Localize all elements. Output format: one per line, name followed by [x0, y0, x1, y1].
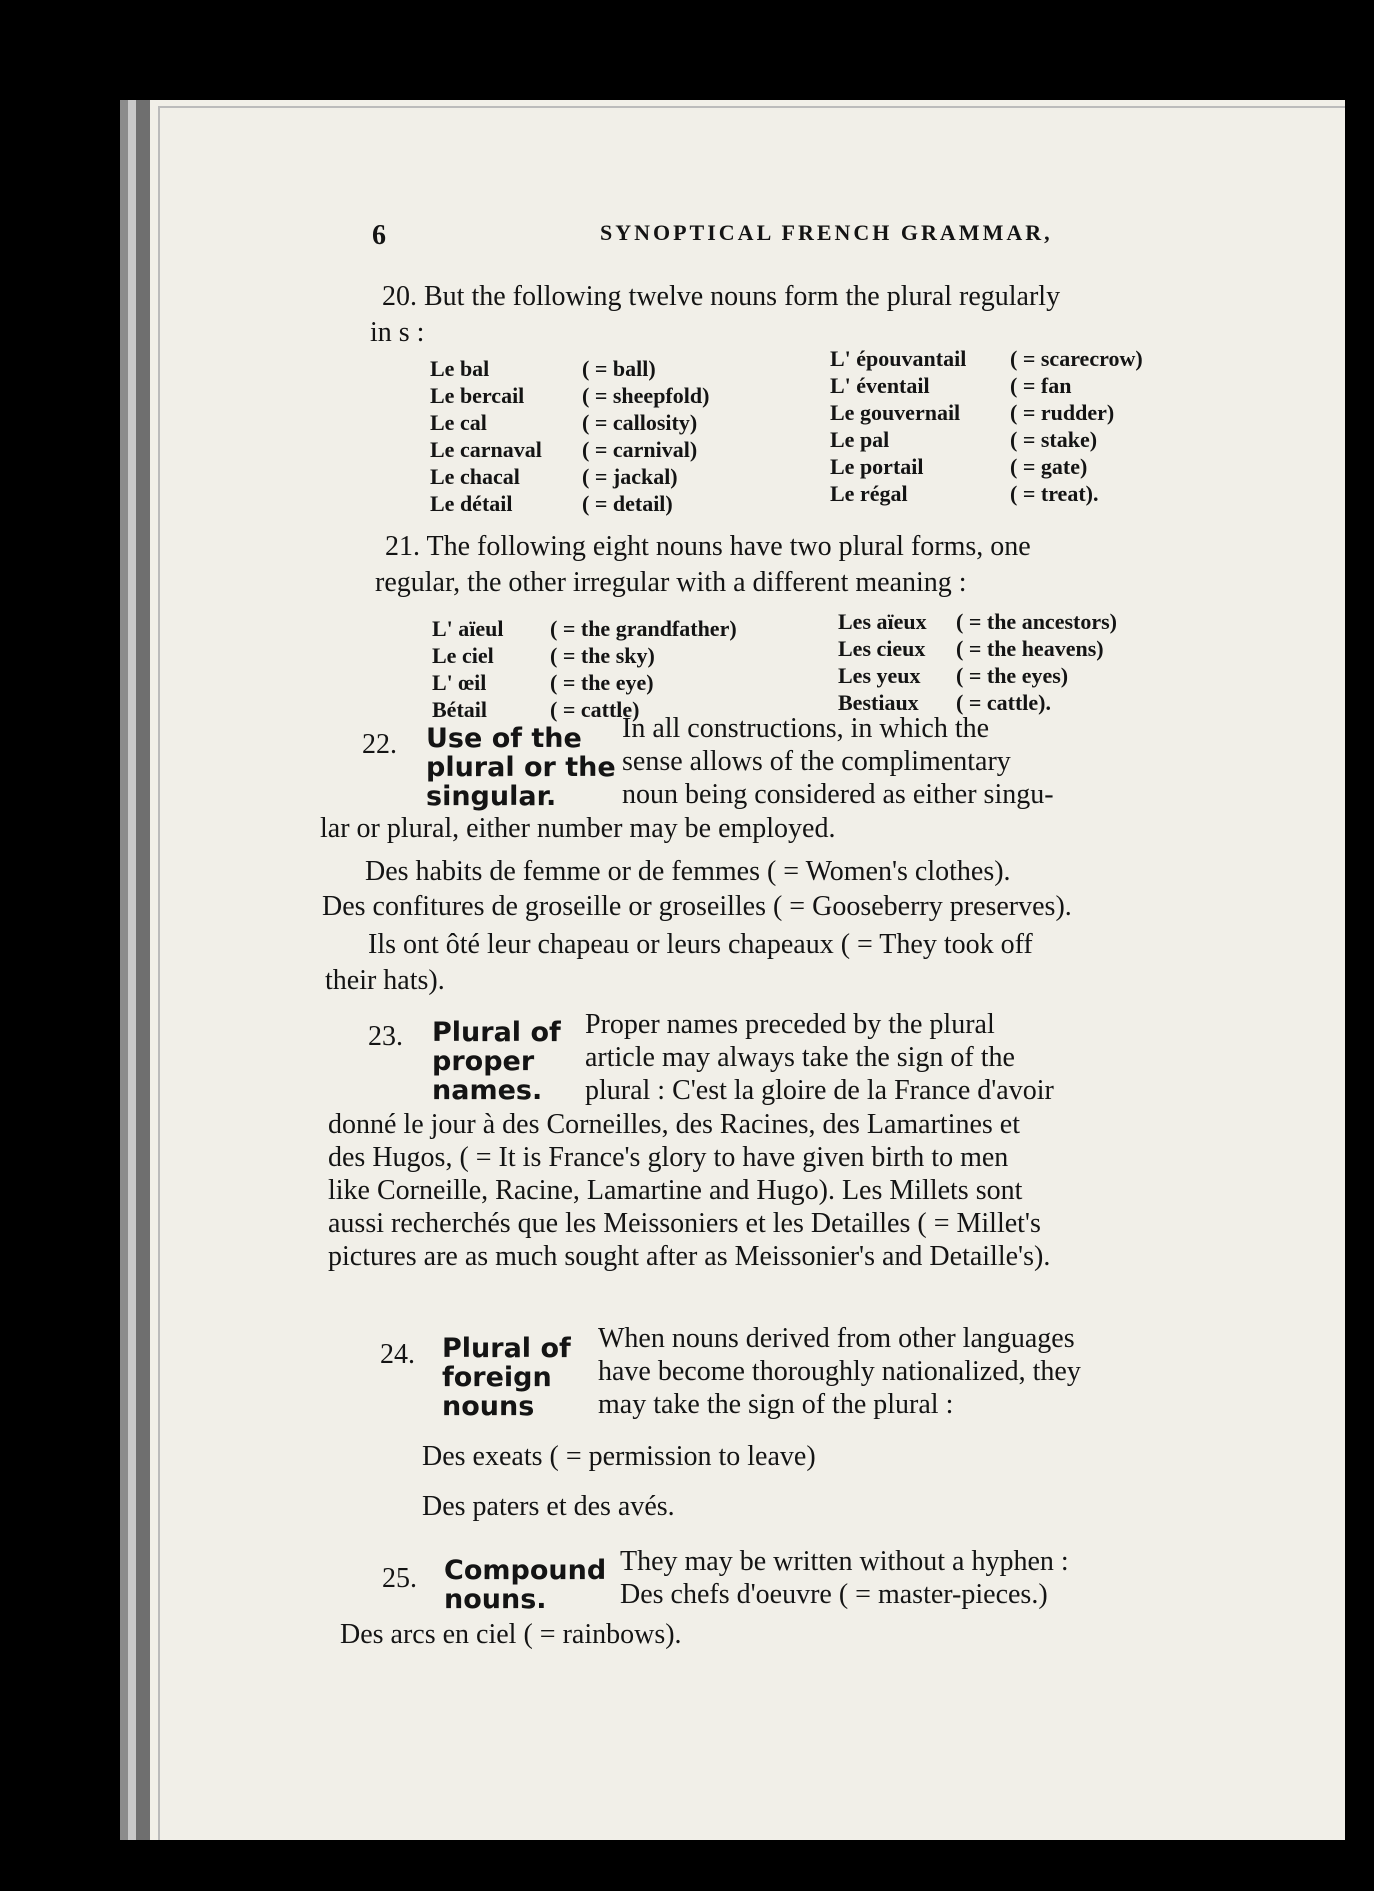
english-term: ( = the grandfather): [550, 616, 737, 641]
s20-left-list: [430, 355, 709, 517]
heading-line: proper: [432, 1046, 535, 1077]
s22-example-2: Des confitures de groseille or groseilles ( = Gooseberry preserves).: [322, 891, 1072, 922]
text-line: They may be written without a hyphen :: [620, 1546, 1069, 1577]
english-term: ( = the heavens): [956, 636, 1104, 661]
s24-number: 24.: [380, 1339, 415, 1370]
s21-intro-line1: 21. The following eight nouns have two plural forms, one: [385, 531, 1031, 562]
text-line: aussi recherchés que les Meissoniers et les Detailles ( = Millet's: [328, 1208, 1041, 1239]
s23-continuation: [328, 1108, 1050, 1273]
french-term: Les cieux: [838, 636, 926, 661]
french-term: Le chacal: [430, 464, 520, 489]
s20-right-list: [830, 345, 1143, 507]
french-term: Le bal: [430, 356, 490, 381]
french-term: Le carnaval: [430, 437, 542, 462]
list-item: [430, 355, 709, 382]
text-line: may take the sign of the plural :: [598, 1389, 954, 1420]
text-line: When nouns derived from other languages: [598, 1323, 1075, 1354]
s22-example-1: Des habits de femme or de femmes ( = Women's clothes).: [365, 856, 1011, 887]
page-number: 6: [372, 220, 386, 251]
s22-continuation: lar or plural, either number may be employed.: [320, 813, 836, 844]
text-line: sense allows of the complimentary: [622, 746, 1011, 777]
french-term: Le bercail: [430, 383, 525, 408]
book-page: [150, 100, 1345, 1840]
english-term: ( = sheepfold): [582, 383, 710, 408]
s22-heading: [426, 724, 616, 811]
heading-line: nouns.: [444, 1584, 547, 1615]
french-term: L' épouvantail: [830, 346, 967, 371]
list-item: [430, 382, 709, 409]
text-line: des Hugos, ( = It is France's glory to have given birth to men: [328, 1142, 1009, 1173]
s20-intro-line2: in s :: [370, 317, 425, 348]
list-item: [830, 345, 1143, 372]
text-line: noun being considered as either singu-: [622, 779, 1054, 810]
english-term: ( = the eyes): [956, 663, 1069, 688]
french-term: Le gouvernail: [830, 400, 961, 425]
s21-right-list: [838, 608, 1117, 716]
english-term: ( = cattle): [550, 697, 640, 722]
heading-line: Compound: [444, 1555, 607, 1586]
list-item: [432, 669, 737, 696]
s22-number: 22.: [362, 729, 397, 760]
english-term: ( = cattle).: [956, 690, 1051, 715]
s24-example-2: Des paters et des avés.: [422, 1491, 675, 1522]
heading-line: plural or the: [426, 752, 616, 783]
french-term: L' éventail: [830, 373, 930, 398]
english-term: ( = ball): [582, 356, 656, 381]
heading-line: Plural of: [442, 1333, 571, 1364]
list-item: [838, 635, 1117, 662]
text-line: have become thoroughly nationalized, they: [598, 1356, 1081, 1387]
french-term: Le portail: [830, 454, 924, 479]
s21-left-list: [432, 615, 737, 723]
s24-side-text: [598, 1322, 1081, 1421]
list-item: [830, 399, 1143, 426]
list-item: [830, 453, 1143, 480]
list-item: [430, 463, 709, 490]
s24-heading: [442, 1334, 571, 1421]
english-term: ( = fan: [1010, 373, 1072, 398]
list-item: [830, 426, 1143, 453]
s21-intro-line2: regular, the other irregular with a different meaning :: [375, 567, 967, 598]
text-line: Proper names preceded by the plural: [585, 1009, 995, 1040]
list-item: [432, 642, 737, 669]
english-term: ( = jackal): [582, 464, 678, 489]
list-item: [432, 615, 737, 642]
french-term: L' aïeul: [432, 616, 504, 641]
english-term: ( = callosity): [582, 410, 698, 435]
english-term: ( = rudder): [1010, 400, 1115, 425]
s22-example-3a: Ils ont ôté leur chapeau or leurs chapeaux ( = They took off: [368, 929, 1033, 960]
french-term: Les yeux: [838, 663, 921, 688]
s25-heading: [444, 1556, 606, 1614]
s20-intro-line1: 20. But the following twelve nouns form the plural regularly: [382, 281, 1061, 312]
french-term: Le régal: [830, 481, 908, 506]
english-term: ( = detail): [582, 491, 673, 516]
list-item: [430, 409, 709, 436]
english-term: ( = the sky): [550, 643, 655, 668]
english-term: ( = the eye): [550, 670, 654, 695]
s23-side-text: [585, 1008, 1054, 1107]
s22-example-3b: their hats).: [325, 965, 445, 996]
list-item: [430, 490, 709, 517]
list-item: [838, 608, 1117, 635]
heading-line: singular.: [426, 781, 557, 812]
text-line: article may always take the sign of the: [585, 1042, 1015, 1073]
list-item: [830, 372, 1143, 399]
heading-line: names.: [432, 1075, 543, 1106]
french-term: L' œil: [432, 670, 487, 695]
french-term: Les aïeux: [838, 609, 927, 634]
s22-side-text: [622, 712, 1054, 811]
french-term: Bestiaux: [838, 690, 919, 715]
heading-line: nouns: [442, 1391, 535, 1422]
text-line: In all constructions, in which the: [622, 713, 990, 744]
s25-number: 25.: [382, 1563, 417, 1594]
text-line: donné le jour à des Corneilles, des Racines, des Lamartines et: [328, 1109, 1021, 1140]
english-term: ( = scarecrow): [1010, 346, 1143, 371]
s24-example-1: Des exeats ( = permission to leave): [422, 1441, 816, 1472]
french-term: Le cal: [430, 410, 487, 435]
heading-line: Plural of: [432, 1017, 561, 1048]
running-title: SYNOPTICAL FRENCH GRAMMAR,: [600, 220, 1053, 245]
list-item: [830, 480, 1143, 507]
french-term: Bétail: [432, 697, 487, 722]
text-line: like Corneille, Racine, Lamartine and Hugo). Les Millets sont: [328, 1175, 1023, 1206]
heading-line: Use of the: [426, 723, 582, 754]
english-term: ( = gate): [1010, 454, 1088, 479]
text-line: Des chefs d'oeuvre ( = master-pieces.): [620, 1579, 1048, 1610]
heading-line: foreign: [442, 1362, 552, 1393]
french-term: Le détail: [430, 491, 513, 516]
s23-heading: [432, 1018, 561, 1105]
text-line: plural : C'est la gloire de la France d'avoir: [585, 1075, 1054, 1106]
list-item: [430, 436, 709, 463]
english-term: ( = carnival): [582, 437, 698, 462]
text-line: pictures are as much sought after as Meissonier's and Detaille's).: [328, 1241, 1051, 1272]
french-term: Le pal: [830, 427, 890, 452]
list-item: [838, 662, 1117, 689]
english-term: ( = the ancestors): [956, 609, 1117, 634]
english-term: ( = stake): [1010, 427, 1098, 452]
english-term: ( = treat).: [1010, 481, 1099, 506]
s23-number: 23.: [368, 1021, 403, 1052]
french-term: Le ciel: [432, 643, 494, 668]
s25-continuation: Des arcs en ciel ( = rainbows).: [340, 1619, 682, 1650]
s25-side-text: [620, 1545, 1069, 1611]
